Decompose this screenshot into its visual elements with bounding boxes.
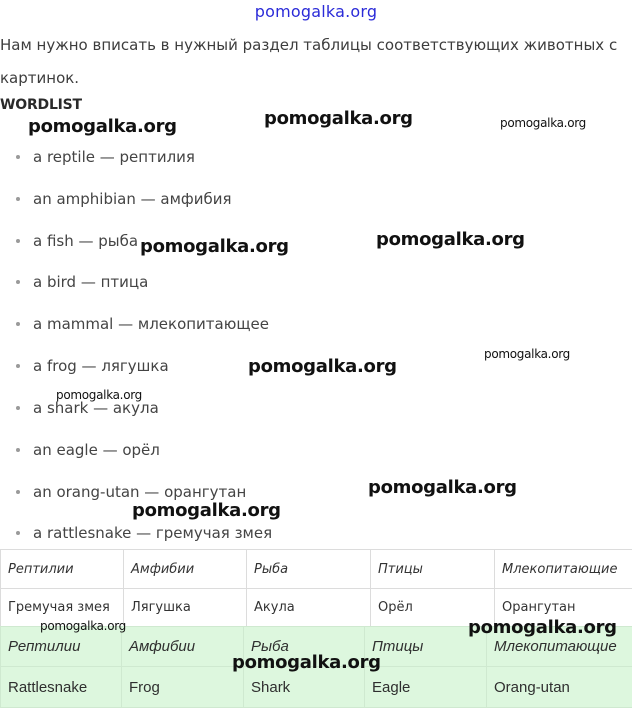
list-item — [16, 188, 232, 210]
list-item — [16, 439, 160, 461]
wordlist-title: WORDLIST — [0, 97, 82, 113]
watermark: pomogalka.org — [56, 388, 142, 402]
table-cell: Eagle — [365, 667, 487, 708]
bullet-icon — [16, 322, 20, 326]
watermark: pomogalka.org — [248, 356, 397, 377]
table-cell: Shark — [244, 667, 365, 708]
list-item-text: a fish — рыба — [33, 232, 138, 250]
watermark: pomogalka.org — [132, 500, 281, 521]
header-cell: Амфибии — [124, 550, 247, 589]
list-item-text: an amphibian — амфибия — [33, 190, 232, 208]
watermark: pomogalka.org — [368, 477, 517, 498]
watermark: pomogalka.org — [376, 229, 525, 250]
bullet-icon — [16, 155, 20, 159]
watermark: pomogalka.org — [232, 652, 381, 673]
list-item — [16, 230, 138, 252]
bullet-icon — [16, 280, 20, 284]
list-item-text: a reptile — рептилия — [33, 148, 195, 166]
bullet-icon — [16, 490, 20, 494]
list-item-text: a mammal — млекопитающее — [33, 315, 269, 333]
table-cell: Акула — [247, 589, 371, 627]
bullet-icon — [16, 531, 20, 535]
list-item-text: an eagle — орёл — [33, 441, 160, 459]
list-item-text: a bird — птица — [33, 273, 148, 291]
table-header-row — [1, 550, 632, 589]
header-cell: Птицы — [365, 627, 487, 667]
header-cell: Рыба — [244, 627, 365, 667]
watermark: pomogalka.org — [500, 116, 586, 130]
list-item — [16, 146, 195, 168]
watermark: pomogalka.org — [28, 116, 177, 137]
intro-text: Нам нужно вписать в нужный раздел таблицы соответствующих животных с картинок. — [0, 29, 625, 95]
watermark: pomogalka.org — [264, 108, 413, 129]
list-item — [16, 355, 169, 377]
table-cell: Rattlesnake — [1, 667, 122, 708]
watermark: pomogalka.org — [484, 347, 570, 361]
table-cell: Orang-utan — [487, 667, 632, 708]
list-item-text: a shark — акула — [33, 399, 159, 417]
list-item — [16, 271, 148, 293]
list-item — [16, 313, 269, 335]
header-cell: Рептилии — [1, 627, 122, 667]
list-item — [16, 522, 272, 544]
watermark: pomogalka.org — [468, 617, 617, 638]
header-cell: Млекопитающие — [487, 627, 632, 667]
header-cell: Птицы — [371, 550, 495, 589]
list-item-text: a frog — лягушка — [33, 357, 169, 375]
table-cell: Лягушка — [124, 589, 247, 627]
site-header-link[interactable]: pomogalka.org — [0, 2, 632, 21]
bullet-icon — [16, 448, 20, 452]
header-cell: Рептилии — [1, 550, 124, 589]
list-item-text: a rattlesnake — гремучая змея — [33, 524, 272, 542]
table-cell: Гремучая змея — [1, 589, 124, 627]
list-item-text: an orang-utan — орангутан — [33, 483, 246, 501]
header-cell: Амфибии — [122, 627, 244, 667]
table-cell: Орёл — [371, 589, 495, 627]
bullet-icon — [16, 239, 20, 243]
watermark: pomogalka.org — [140, 236, 289, 257]
bullet-icon — [16, 197, 20, 201]
watermark: pomogalka.org — [40, 619, 126, 633]
bullet-icon — [16, 364, 20, 368]
bullet-icon — [16, 406, 20, 410]
table-cell: Орангутан — [495, 589, 632, 627]
animals-table-russian — [0, 549, 632, 627]
header-cell: Млекопитающие — [495, 550, 632, 589]
header-cell: Рыба — [247, 550, 371, 589]
table-cell: Frog — [122, 667, 244, 708]
